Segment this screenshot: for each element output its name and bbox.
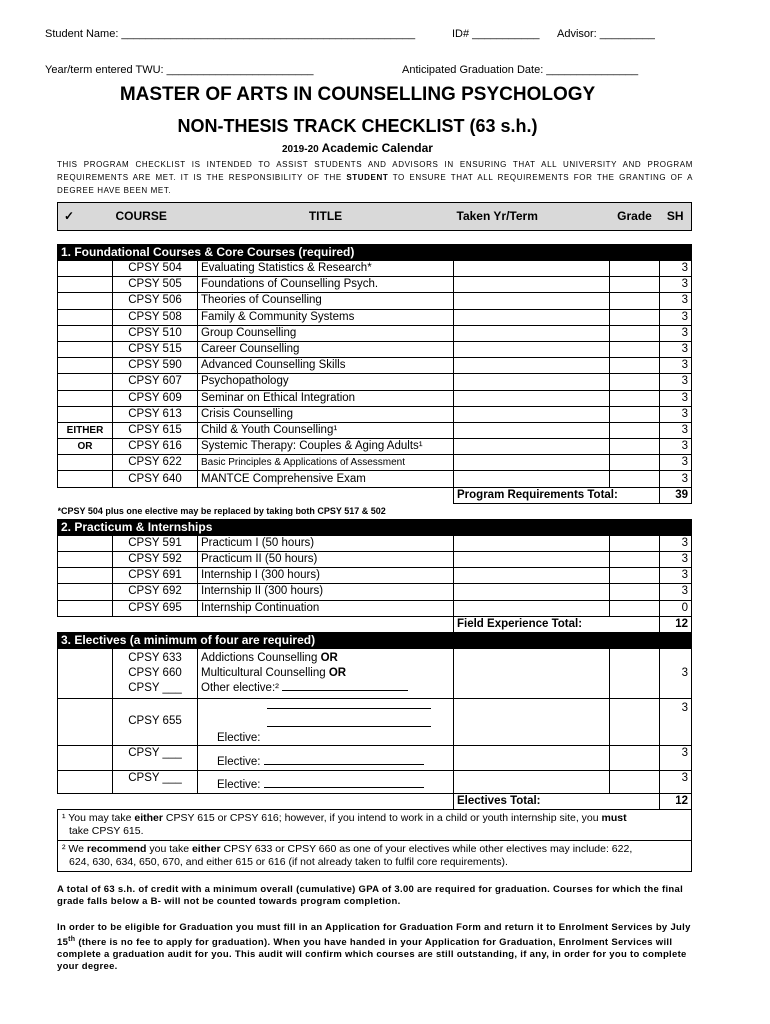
s2-row xyxy=(58,584,692,600)
s1-taken[interactable] xyxy=(454,358,610,374)
s1-check[interactable] xyxy=(58,455,113,471)
s1-sh: 3 xyxy=(660,390,692,406)
s1-row xyxy=(58,390,692,406)
s1-course: CPSY 640 xyxy=(113,471,198,487)
s1-sh: 3 xyxy=(660,439,692,455)
s1-title: Systemic Therapy: Couples & Aging Adults¹ xyxy=(198,439,454,455)
note-2: ² We recommend you take either CPSY 633 or CPSY 660 as one of your electives while other electives may include: 622, 624, 630, 634, 650, 670, and either 615 or 616 (if not already taken to fulfil core requirements). xyxy=(58,841,692,872)
s1-sh: 3 xyxy=(660,341,692,357)
s1-course: CPSY 607 xyxy=(113,374,198,390)
section1-total-row xyxy=(58,487,692,503)
elective-4-sh: 3 xyxy=(660,770,692,793)
s1-title: Foundations of Counselling Psych. xyxy=(198,277,454,293)
elective-1-grade[interactable] xyxy=(610,648,660,698)
title-header: TITLE xyxy=(198,203,454,231)
s1-check[interactable] xyxy=(58,358,113,374)
s1-check[interactable] xyxy=(58,309,113,325)
s2-course: CPSY 692 xyxy=(113,584,198,600)
s1-taken[interactable] xyxy=(454,309,610,325)
id-field[interactable]: ID# ___________ xyxy=(452,28,540,40)
s1-sh: 3 xyxy=(660,277,692,293)
s1-row xyxy=(58,341,692,357)
s1-check[interactable] xyxy=(58,374,113,390)
s2-course: CPSY 591 xyxy=(113,535,198,551)
s1-title: Child & Youth Counselling¹ xyxy=(198,422,454,438)
elective-3-sh: 3 xyxy=(660,745,692,770)
elective-row-3 xyxy=(58,745,692,770)
s1-check[interactable] xyxy=(58,325,113,341)
elective-1-sh: 3 xyxy=(660,648,692,698)
s2-course: CPSY 695 xyxy=(113,600,198,616)
s1-taken[interactable] xyxy=(454,471,610,487)
elective-row-1 xyxy=(58,648,692,698)
s1-taken[interactable] xyxy=(454,261,610,277)
s1-check[interactable] xyxy=(58,277,113,293)
s1-row xyxy=(58,406,692,422)
s1-grade[interactable] xyxy=(610,439,660,455)
s1-grade[interactable] xyxy=(610,261,660,277)
elective-2-label: Elective: xyxy=(217,731,261,744)
s1-check[interactable] xyxy=(58,471,113,487)
elective-1-course-b: CPSY 660 xyxy=(128,666,182,679)
page-subtitle: NON-THESIS TRACK CHECKLIST (63 s.h.) xyxy=(177,116,538,136)
s1-row xyxy=(58,261,692,277)
elective-1-course-a: CPSY 633 xyxy=(128,651,182,664)
s1-row xyxy=(58,439,692,455)
s1-course: CPSY 613 xyxy=(113,406,198,422)
section2-total-label: Field Experience Total: xyxy=(454,616,660,632)
s1-row xyxy=(58,374,692,390)
s1-taken[interactable] xyxy=(454,277,610,293)
s2-check[interactable] xyxy=(58,535,113,551)
elective-row-4 xyxy=(58,770,692,793)
section1-heading: 1. Foundational Courses & Core Courses (required) xyxy=(58,245,692,261)
s1-title: Crisis Counselling xyxy=(198,406,454,422)
year-entered-field[interactable]: Year/term entered TWU: ________________________ xyxy=(45,64,314,76)
s1-course: CPSY 504 xyxy=(113,261,198,277)
student-name-field[interactable]: Student Name: ________________________________________________ xyxy=(45,28,416,40)
s1-course: CPSY 590 xyxy=(113,358,198,374)
s2-sh: 3 xyxy=(660,584,692,600)
elective-1-title-b: Multicultural Counselling OR xyxy=(201,666,347,679)
s1-sh: 3 xyxy=(660,455,692,471)
checklist-table xyxy=(57,202,692,872)
either-or-label: EITHER xyxy=(58,422,113,438)
taken-header: Taken Yr/Term xyxy=(454,203,610,231)
s1-taken[interactable] xyxy=(454,422,610,438)
elective-2-course: CPSY 655 xyxy=(113,698,198,745)
calendar-label: Academic Calendar xyxy=(321,141,433,155)
s1-sh: 3 xyxy=(660,325,692,341)
s2-title: Practicum I (50 hours) xyxy=(198,535,454,551)
either-or-label: OR xyxy=(58,439,113,455)
s1-taken[interactable] xyxy=(454,293,610,309)
s1-course: CPSY 616 xyxy=(113,439,198,455)
elective-1-course-c: CPSY ___ xyxy=(128,681,182,694)
s1-course: CPSY 510 xyxy=(113,325,198,341)
s2-grade[interactable] xyxy=(610,552,660,568)
s1-title: Psychopathology xyxy=(198,374,454,390)
s2-row xyxy=(58,600,692,616)
grade-header: Grade xyxy=(610,203,660,231)
s1-taken[interactable] xyxy=(454,325,610,341)
check-header: ✓ xyxy=(58,203,113,231)
section1-footnote: *CPSY 504 plus one elective may be replaced by taking both CPSY 517 & 502 xyxy=(57,505,386,516)
section2-total-row xyxy=(58,616,692,632)
calendar-year: 2019-20 xyxy=(282,144,319,155)
calendar-heading xyxy=(0,141,715,155)
s1-check[interactable] xyxy=(58,293,113,309)
s1-row xyxy=(58,422,692,438)
section1-total-label: Program Requirements Total: xyxy=(454,487,660,503)
s2-grade[interactable] xyxy=(610,600,660,616)
s1-taken[interactable] xyxy=(454,341,610,357)
elective-row-2 xyxy=(58,698,692,745)
page-title: MASTER OF ARTS IN COUNSELLING PSYCHOLOGY xyxy=(119,84,596,105)
elective-2-taken[interactable] xyxy=(454,698,610,745)
s1-row xyxy=(58,325,692,341)
s1-sh: 3 xyxy=(660,261,692,277)
note-2-row xyxy=(58,841,692,872)
sh-header: SH xyxy=(660,203,692,231)
s1-row xyxy=(58,309,692,325)
s1-grade[interactable] xyxy=(610,471,660,487)
section3-total-label: Electives Total: xyxy=(454,793,660,809)
elective-4-grade[interactable] xyxy=(610,770,660,793)
elective-4-check[interactable] xyxy=(58,770,113,793)
s2-title: Practicum II (50 hours) xyxy=(198,552,454,568)
s2-grade[interactable] xyxy=(610,584,660,600)
s2-row xyxy=(58,568,692,584)
s1-row xyxy=(58,455,692,471)
section3-total: 12 xyxy=(660,793,692,809)
intro-student-word: STUDENT xyxy=(346,173,389,182)
s1-sh: 3 xyxy=(660,471,692,487)
s2-title: Internship Continuation xyxy=(198,600,454,616)
s1-sh: 3 xyxy=(660,406,692,422)
s2-taken[interactable] xyxy=(454,535,610,551)
intro-paragraph xyxy=(57,158,693,197)
s2-taken[interactable] xyxy=(454,600,610,616)
s1-title: Career Counselling xyxy=(198,341,454,357)
s2-course: CPSY 592 xyxy=(113,552,198,568)
s1-grade[interactable] xyxy=(610,390,660,406)
s1-course: CPSY 609 xyxy=(113,390,198,406)
s1-grade[interactable] xyxy=(610,358,660,374)
s2-title: Internship I (300 hours) xyxy=(198,568,454,584)
note-1: ¹ You may take either CPSY 615 or CPSY 616; however, if you intend to work in a child or youth internship site, you must take CPSY 615. xyxy=(58,810,692,841)
s1-title: Basic Principles & Applications of Assessment xyxy=(198,455,454,471)
elective-4-label: Elective: xyxy=(217,778,261,791)
s1-course: CPSY 505 xyxy=(113,277,198,293)
s1-check[interactable] xyxy=(58,406,113,422)
s1-grade[interactable] xyxy=(610,422,660,438)
section3-heading: 3. Electives (a minimum of four are required) xyxy=(58,632,692,648)
s2-taken[interactable] xyxy=(454,568,610,584)
s1-title: MANTCE Comprehensive Exam xyxy=(198,471,454,487)
elective-3-check[interactable] xyxy=(58,745,113,770)
s1-row xyxy=(58,293,692,309)
s1-grade[interactable] xyxy=(610,455,660,471)
s2-sh: 3 xyxy=(660,552,692,568)
s2-check[interactable] xyxy=(58,568,113,584)
s1-grade[interactable] xyxy=(610,277,660,293)
elective-1-check[interactable] xyxy=(58,648,113,698)
s1-grade[interactable] xyxy=(610,309,660,325)
s1-course: CPSY 622 xyxy=(113,455,198,471)
s1-title: Family & Community Systems xyxy=(198,309,454,325)
s2-title: Internship II (300 hours) xyxy=(198,584,454,600)
s1-course: CPSY 506 xyxy=(113,293,198,309)
s1-row xyxy=(58,471,692,487)
s2-row xyxy=(58,535,692,551)
table-header-row xyxy=(58,203,692,231)
course-header: COURSE xyxy=(113,203,198,231)
s1-grade[interactable] xyxy=(610,374,660,390)
s1-taken[interactable] xyxy=(454,439,610,455)
s1-check[interactable] xyxy=(58,261,113,277)
elective-2-grade[interactable] xyxy=(610,698,660,745)
s2-check[interactable] xyxy=(58,600,113,616)
elective-1-title-a: Addictions Counselling OR xyxy=(201,651,338,664)
s2-grade[interactable] xyxy=(610,568,660,584)
s1-sh: 3 xyxy=(660,374,692,390)
section2-total: 12 xyxy=(660,616,692,632)
s1-course: CPSY 615 xyxy=(113,422,198,438)
s1-row xyxy=(58,358,692,374)
s1-title: Evaluating Statistics & Research* xyxy=(198,261,454,277)
elective-3-grade[interactable] xyxy=(610,745,660,770)
section1-total: 39 xyxy=(660,487,692,503)
s1-taken[interactable] xyxy=(454,455,610,471)
s1-row xyxy=(58,277,692,293)
s1-grade[interactable] xyxy=(610,325,660,341)
elective-1-title-c: Other elective:² xyxy=(201,681,450,696)
elective-2-check[interactable] xyxy=(58,698,113,745)
s2-row xyxy=(58,552,692,568)
intro-text-1: THIS PROGRAM CHECKLIST IS INTENDED TO ASSIST STUDENTS AND ADVISORS IN ENSURING THAT ALL UNIVERSITY AND PROGRAM REQUIREMENTS ARE MET. IT IS THE RESPONSIBILITY OF THE xyxy=(57,160,693,182)
elective-3-label: Elective: xyxy=(217,755,261,768)
elective-4-course: CPSY ___ xyxy=(113,770,198,793)
s2-course: CPSY 691 xyxy=(113,568,198,584)
footer-paragraph-1: A total of 63 s.h. of credit with a minimum overall (cumulative) GPA of 3.00 are required for graduation. Courses for which the final grade falls below a B- will not be counted towards program completion. xyxy=(57,884,684,907)
s2-check[interactable] xyxy=(58,552,113,568)
s1-grade[interactable] xyxy=(610,406,660,422)
s1-title: Seminar on Ethical Integration xyxy=(198,390,454,406)
footer-paragraph-2: In order to be eligible for Graduation you must fill in an Application for Graduation Form and return it to Enrolment Services by July 15th (there is no fee to apply for graduation). When you have handed in your Application for Graduation, Enrolment Services will complete a graduation audit for you. This audit will confirm which courses are still outstanding, if any, in order for you to complete your degree. xyxy=(57,922,691,973)
s1-sh: 3 xyxy=(660,309,692,325)
s1-taken[interactable] xyxy=(454,406,610,422)
s2-sh: 0 xyxy=(660,600,692,616)
section2-heading: 2. Practicum & Internships xyxy=(58,519,692,535)
intro-text-2: TO ENSURE THAT ALL REQUIREMENTS FOR THE GRANTING OF A DEGREE HAVE BEEN MET. xyxy=(57,173,693,195)
elective-2-sh: 3 xyxy=(660,698,692,745)
advisor-field[interactable]: Advisor: _________ xyxy=(557,28,655,40)
s1-title: Theories of Counselling xyxy=(198,293,454,309)
s1-course: CPSY 508 xyxy=(113,309,198,325)
s2-check[interactable] xyxy=(58,584,113,600)
s1-title: Advanced Counselling Skills xyxy=(198,358,454,374)
s1-sh: 3 xyxy=(660,422,692,438)
graduation-date-field[interactable]: Anticipated Graduation Date: _______________ xyxy=(402,64,639,76)
elective-4-taken[interactable] xyxy=(454,770,610,793)
s1-grade[interactable] xyxy=(610,293,660,309)
elective-1-taken[interactable] xyxy=(454,648,610,698)
elective-3-course: CPSY ___ xyxy=(113,745,198,770)
s1-sh: 3 xyxy=(660,293,692,309)
s1-taken[interactable] xyxy=(454,390,610,406)
s2-taken[interactable] xyxy=(454,552,610,568)
s2-sh: 3 xyxy=(660,535,692,551)
s2-grade[interactable] xyxy=(610,535,660,551)
s1-course: CPSY 515 xyxy=(113,341,198,357)
elective-3-taken[interactable] xyxy=(454,745,610,770)
s1-check[interactable] xyxy=(58,390,113,406)
note-1-row xyxy=(58,810,692,841)
s1-check[interactable] xyxy=(58,341,113,357)
s1-taken[interactable] xyxy=(454,374,610,390)
s2-sh: 3 xyxy=(660,568,692,584)
s1-title: Group Counselling xyxy=(198,325,454,341)
s2-taken[interactable] xyxy=(454,584,610,600)
section3-total-row xyxy=(58,793,692,809)
s1-sh: 3 xyxy=(660,358,692,374)
s1-grade[interactable] xyxy=(610,341,660,357)
